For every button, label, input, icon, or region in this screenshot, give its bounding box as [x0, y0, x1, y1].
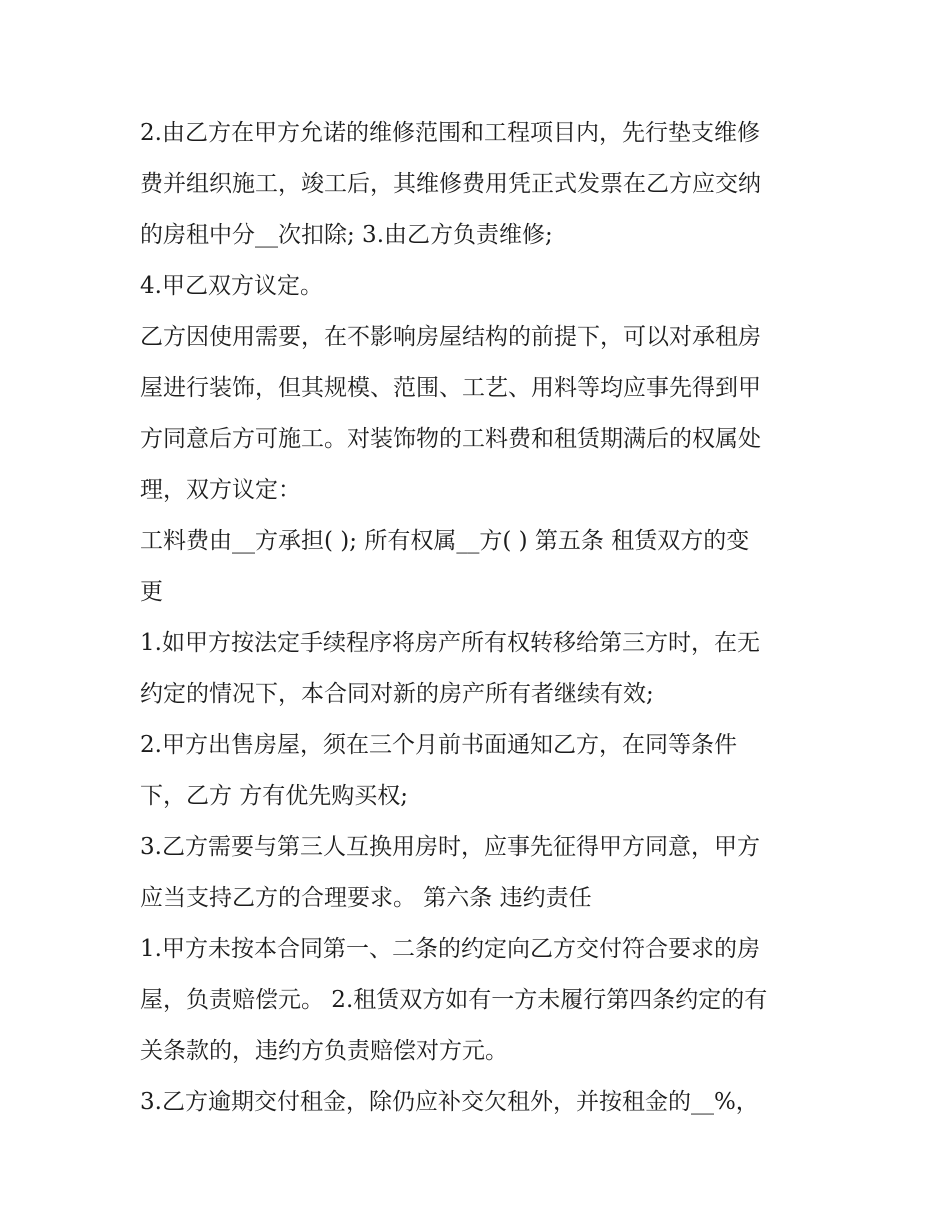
text-line: 屋进行装饰，但其规模、范围、工艺、用料等均应事先得到甲 [140, 375, 761, 401]
text-line: 更 [140, 579, 163, 605]
text-line: 乙方因使用需要，在不影响房屋结构的前提下，可以对承租房 [140, 324, 761, 350]
text-line: 约定的情况下，本合同对新的房产所有者继续有效; [140, 681, 654, 707]
text-line: 费并组织施工，竣工后，其维修费用凭正式发票在乙方应交纳 [140, 171, 761, 197]
text-line: 1.甲方未按本合同第一、二条的约定向乙方交付符合要求的房 [140, 936, 760, 962]
text-line: 的房租中分__次扣除; 3.由乙方负责维修; [140, 222, 553, 248]
text-line: 3.乙方需要与第三人互换用房时，应事先征得甲方同意，甲方 [140, 834, 760, 860]
text-line: 4.甲乙双方议定。 [140, 273, 323, 299]
text-line: 下，乙方 方有优先购买权; [140, 783, 409, 809]
text-line: 应当支持乙方的合理要求。 第六条 违约责任 [140, 885, 592, 911]
text-line: 3.乙方逾期交付租金，除仍应补交欠租外，并按租金的__%， [140, 1089, 759, 1115]
text-line: 2.由乙方在甲方允诺的维修范围和工程项目内，先行垫支维修 [140, 120, 760, 146]
text-line: 工料费由__方承担( ); 所有权属__方( ) 第五条 租赁双方的变 [140, 528, 750, 554]
text-line: 方同意后方可施工。对装饰物的工料费和租赁期满后的权属处 [140, 426, 761, 452]
text-line: 关条款的，违约方负责赔偿对方元。 [140, 1038, 508, 1064]
document-body [140, 108, 820, 1128]
text-line: 1.如甲方按法定手续程序将房产所有权转移给第三方时，在无 [140, 630, 760, 656]
text-line: 屋，负责赔偿元。 2.租赁双方如有一方未履行第四条约定的有 [140, 987, 768, 1013]
text-line: 2.甲方出售房屋，须在三个月前书面通知乙方，在同等条件 [140, 732, 737, 758]
text-line: 理，双方议定： [140, 477, 301, 503]
